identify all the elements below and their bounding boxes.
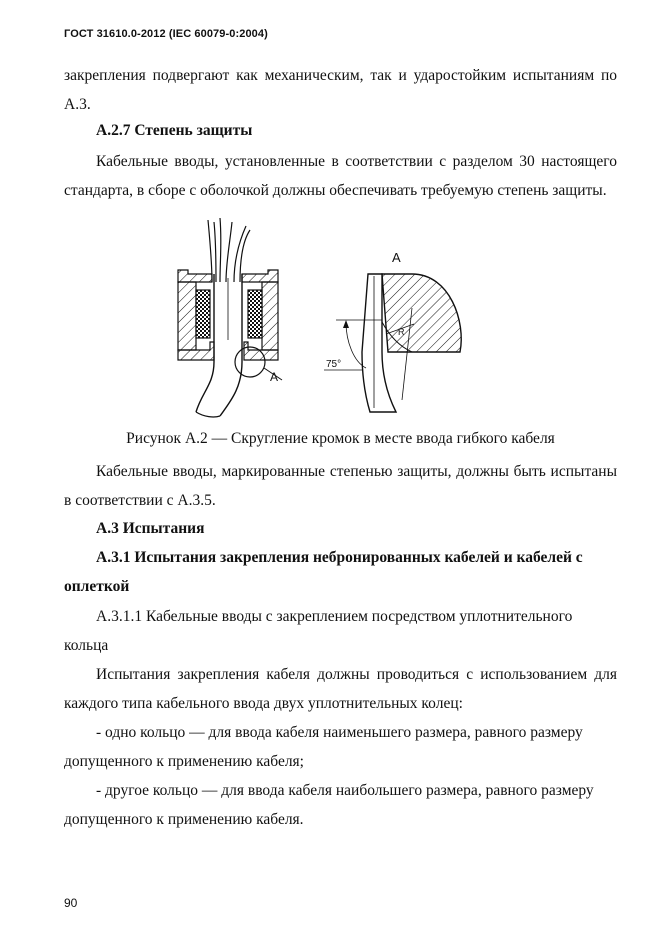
page-number: 90 — [64, 896, 78, 910]
heading-a31-line2: оплеткой — [64, 578, 130, 595]
paragraph-a27: Кабельные вводы, установленные в соответствии с разделом 30 настоящего стандарта, в сборе с оболочкой должны обеспечивать требуемую степень защиты. — [64, 153, 617, 199]
heading-a31-line1: А.3.1 Испытания закрепления небронированных кабелей и кабелей с — [96, 549, 583, 566]
paragraph-tests: Испытания закрепления кабеля должны проводиться с использованием для каждого типа кабельного ввода двух уплотнительных колец: — [64, 666, 617, 712]
angle-label: 75° — [326, 359, 342, 370]
paragraph-continuation: закрепления подвергают как механическим, так и ударостойким испытаниям по А.3. — [64, 67, 617, 113]
cable-gland-section — [178, 218, 282, 417]
paragraph-a311: А.3.1.1 Кабельные вводы с закреплением посредством уплотнительного кольца — [64, 608, 573, 654]
detail-label-a-left: A — [270, 370, 279, 384]
heading-a3: А.3 Испытания — [96, 520, 205, 537]
heading-a27: А.2.7 Степень защиты — [96, 122, 253, 139]
running-header: ГОСТ 31610.0-2012 (IEC 60079-0:2004) — [64, 28, 268, 40]
figure-a2-drawing — [150, 212, 480, 418]
radius-label: R — [398, 327, 405, 337]
figure-caption: Рисунок А.2 — Скругление кромок в месте ввода гибкого кабеля — [126, 430, 555, 447]
list-item-1: - одно кольцо — для ввода кабеля наименьшего размера, равного размеру допущенного к применению кабеля; — [64, 724, 583, 770]
detail-label-a-right: A — [392, 250, 401, 265]
list-item-2: - другое кольцо — для ввода кабеля наибольшего размера, равного размеру допущенного к применению кабеля. — [64, 782, 594, 828]
detail-a-enlargement — [324, 250, 461, 412]
paragraph-marked: Кабельные вводы, маркированные степенью защиты, должны быть испытаны в соответствии с А.3.5. — [64, 463, 617, 509]
